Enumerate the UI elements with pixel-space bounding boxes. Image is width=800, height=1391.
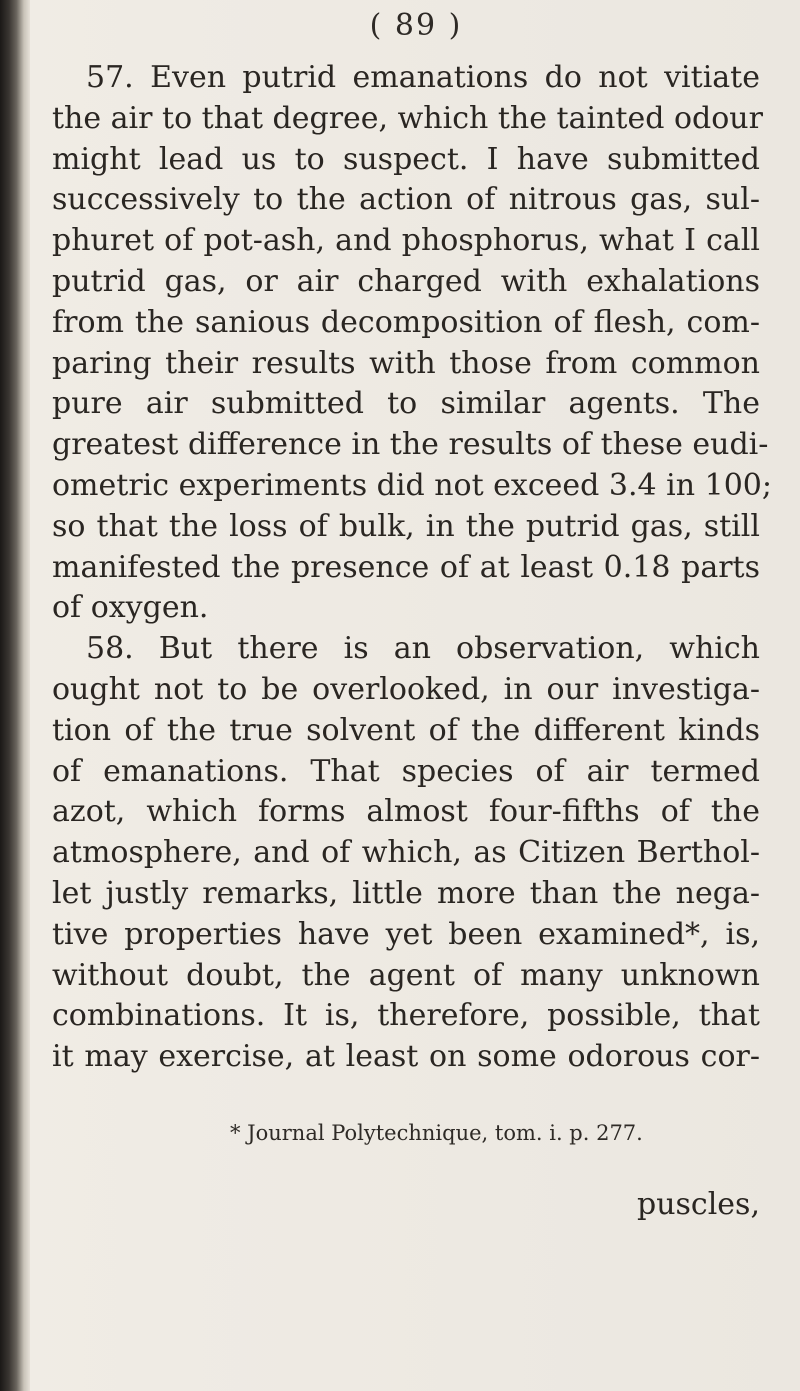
page-number: ( 89 )	[369, 8, 463, 43]
text-line: so that the loss of bulk, in the putrid gas, still	[52, 508, 760, 544]
text-line: from the sanious decomposition of flesh, com-	[52, 304, 760, 340]
text-line: atmosphere, and of which, as Citizen Berthol-	[52, 835, 760, 871]
text-line: manifested the presence of at least 0.18 parts	[52, 549, 760, 585]
text-line: ometric experiments did not exceed 3.4 in 100;	[52, 467, 772, 503]
text-line: 57. Even putrid emanations do not vitiate	[86, 60, 760, 95]
text-line: tive properties have yet been examined*, is,	[52, 916, 760, 952]
text-line: pure air submitted to similar agents. The	[52, 386, 760, 422]
text-line: without doubt, the agent of many unknown	[52, 957, 760, 993]
text-line: azot, which forms almost four-fifths of the	[52, 794, 760, 830]
text-line: 58. But there is an observation, which	[86, 631, 760, 667]
text-line: let justly remarks, little more than the nega-	[52, 875, 760, 911]
text-line: of emanations. That species of air termed	[52, 753, 760, 789]
text-line: it may exercise, at least on some odorous cor-	[52, 1039, 760, 1075]
text-line: successively to the action of nitrous gas, sul-	[52, 182, 760, 218]
text-line: might lead us to suspect. I have submitted	[52, 141, 760, 177]
body-text	[52, 58, 772, 1078]
text-line: combinations. It is, therefore, possible, that	[52, 998, 760, 1034]
catchword: puscles,	[636, 1187, 760, 1222]
text-line: paring their results with those from common	[52, 345, 760, 381]
text-line: the air to that degree, which the tainted odour	[52, 100, 763, 136]
text-line: ought not to be overlooked, in our investiga-	[52, 671, 760, 707]
text-line: tion of the true solvent of the different kinds	[52, 712, 760, 748]
footnote: * Journal Polytechnique, tom. i. p. 277.	[230, 1121, 643, 1145]
text-line: of oxygen.	[52, 590, 209, 626]
text-line: phuret of pot-ash, and phosphorus, what I call	[52, 223, 760, 259]
text-line: greatest difference in the results of these eudi-	[52, 427, 769, 463]
text-line: putrid gas, or air charged with exhalations	[52, 263, 760, 299]
page-binding-edge	[0, 0, 30, 1391]
